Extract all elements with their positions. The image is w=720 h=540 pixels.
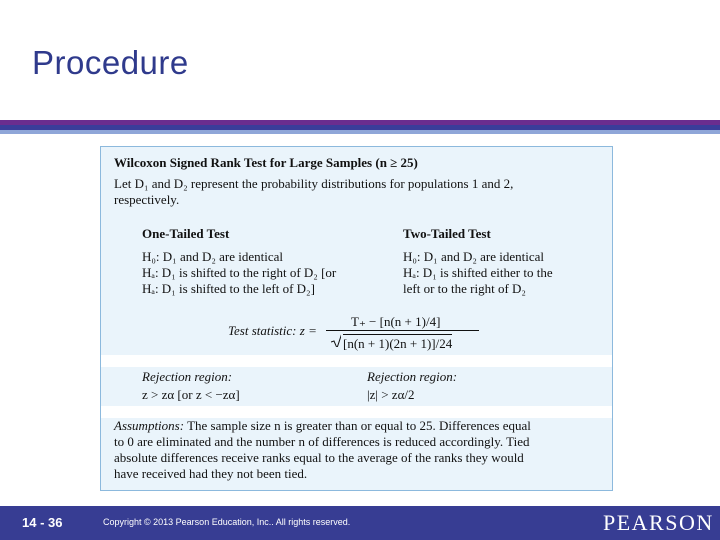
two-tailed-ha-line-2: left or to the right of D₂	[403, 281, 526, 296]
intro-line-2: respectively.	[114, 192, 180, 207]
box-gap-2	[101, 406, 612, 418]
page-number: 14 - 36	[22, 515, 63, 530]
copyright-text: Copyright © 2013 Pearson Education, Inc.. All rights reserved.	[103, 517, 351, 527]
two-tailed-ha-line-1: Hₐ: D₁ is shifted either to the	[403, 265, 553, 280]
fraction-bar	[326, 330, 479, 331]
assumptions-line-1	[114, 418, 531, 434]
assumptions-line-4: have received had they not been tied.	[114, 466, 308, 481]
sqrt-icon	[331, 333, 341, 347]
rejection-label-one-tailed: Rejection region:	[142, 369, 233, 384]
one-tailed-ha-right: Hₐ: D₁ is shifted to the right of D₂ [or	[142, 265, 337, 280]
test-statistic-numerator: T₊ − [n(n + 1)/4]	[351, 314, 441, 329]
one-tailed-h0: H₀: D₁ and D₂ are identical	[142, 249, 284, 264]
slide-title: Procedure	[32, 44, 189, 81]
assumptions-label: Assumptions:	[114, 418, 185, 433]
procedure-box	[100, 146, 613, 491]
footer-bar	[0, 506, 720, 540]
assumptions-line-2: to 0 are eliminated and the number n of differences is reduced accordingly. Tied	[114, 434, 530, 449]
rejection-label-two-tailed: Rejection region:	[367, 369, 458, 384]
test-statistic-denominator: [n(n + 1)(2n + 1)]/24	[343, 336, 453, 351]
box-gap	[101, 355, 612, 367]
one-tailed-ha-left: Hₐ: D₁ is shifted to the left of D₂]	[142, 281, 315, 296]
assumptions-line-3: absolute differences receive ranks equal to the average of the ranks they would	[114, 450, 524, 465]
assumptions-text-1: The sample size n is greater than or equal to 25. Differences equal	[187, 418, 531, 433]
rejection-region-two-tailed: |z| > zα/2	[367, 387, 415, 402]
one-tailed-header: One-Tailed Test	[142, 226, 230, 241]
two-tailed-header: Two-Tailed Test	[403, 226, 491, 241]
intro-line-1: Let D₁ and D₂ represent the probability distributions for populations 1 and 2,	[114, 176, 514, 191]
header-stripes	[0, 120, 720, 134]
box-heading: Wilcoxon Signed Rank Test for Large Samples (n ≥ 25)	[114, 155, 418, 170]
stripe-light-blue	[0, 130, 720, 134]
rejection-region-one-tailed: z > zα [or z < −zα]	[142, 387, 240, 402]
test-statistic-label: Test statistic: z =	[228, 323, 317, 338]
pearson-logo: PEARSON	[603, 510, 714, 535]
two-tailed-h0: H₀: D₁ and D₂ are identical	[403, 249, 545, 264]
